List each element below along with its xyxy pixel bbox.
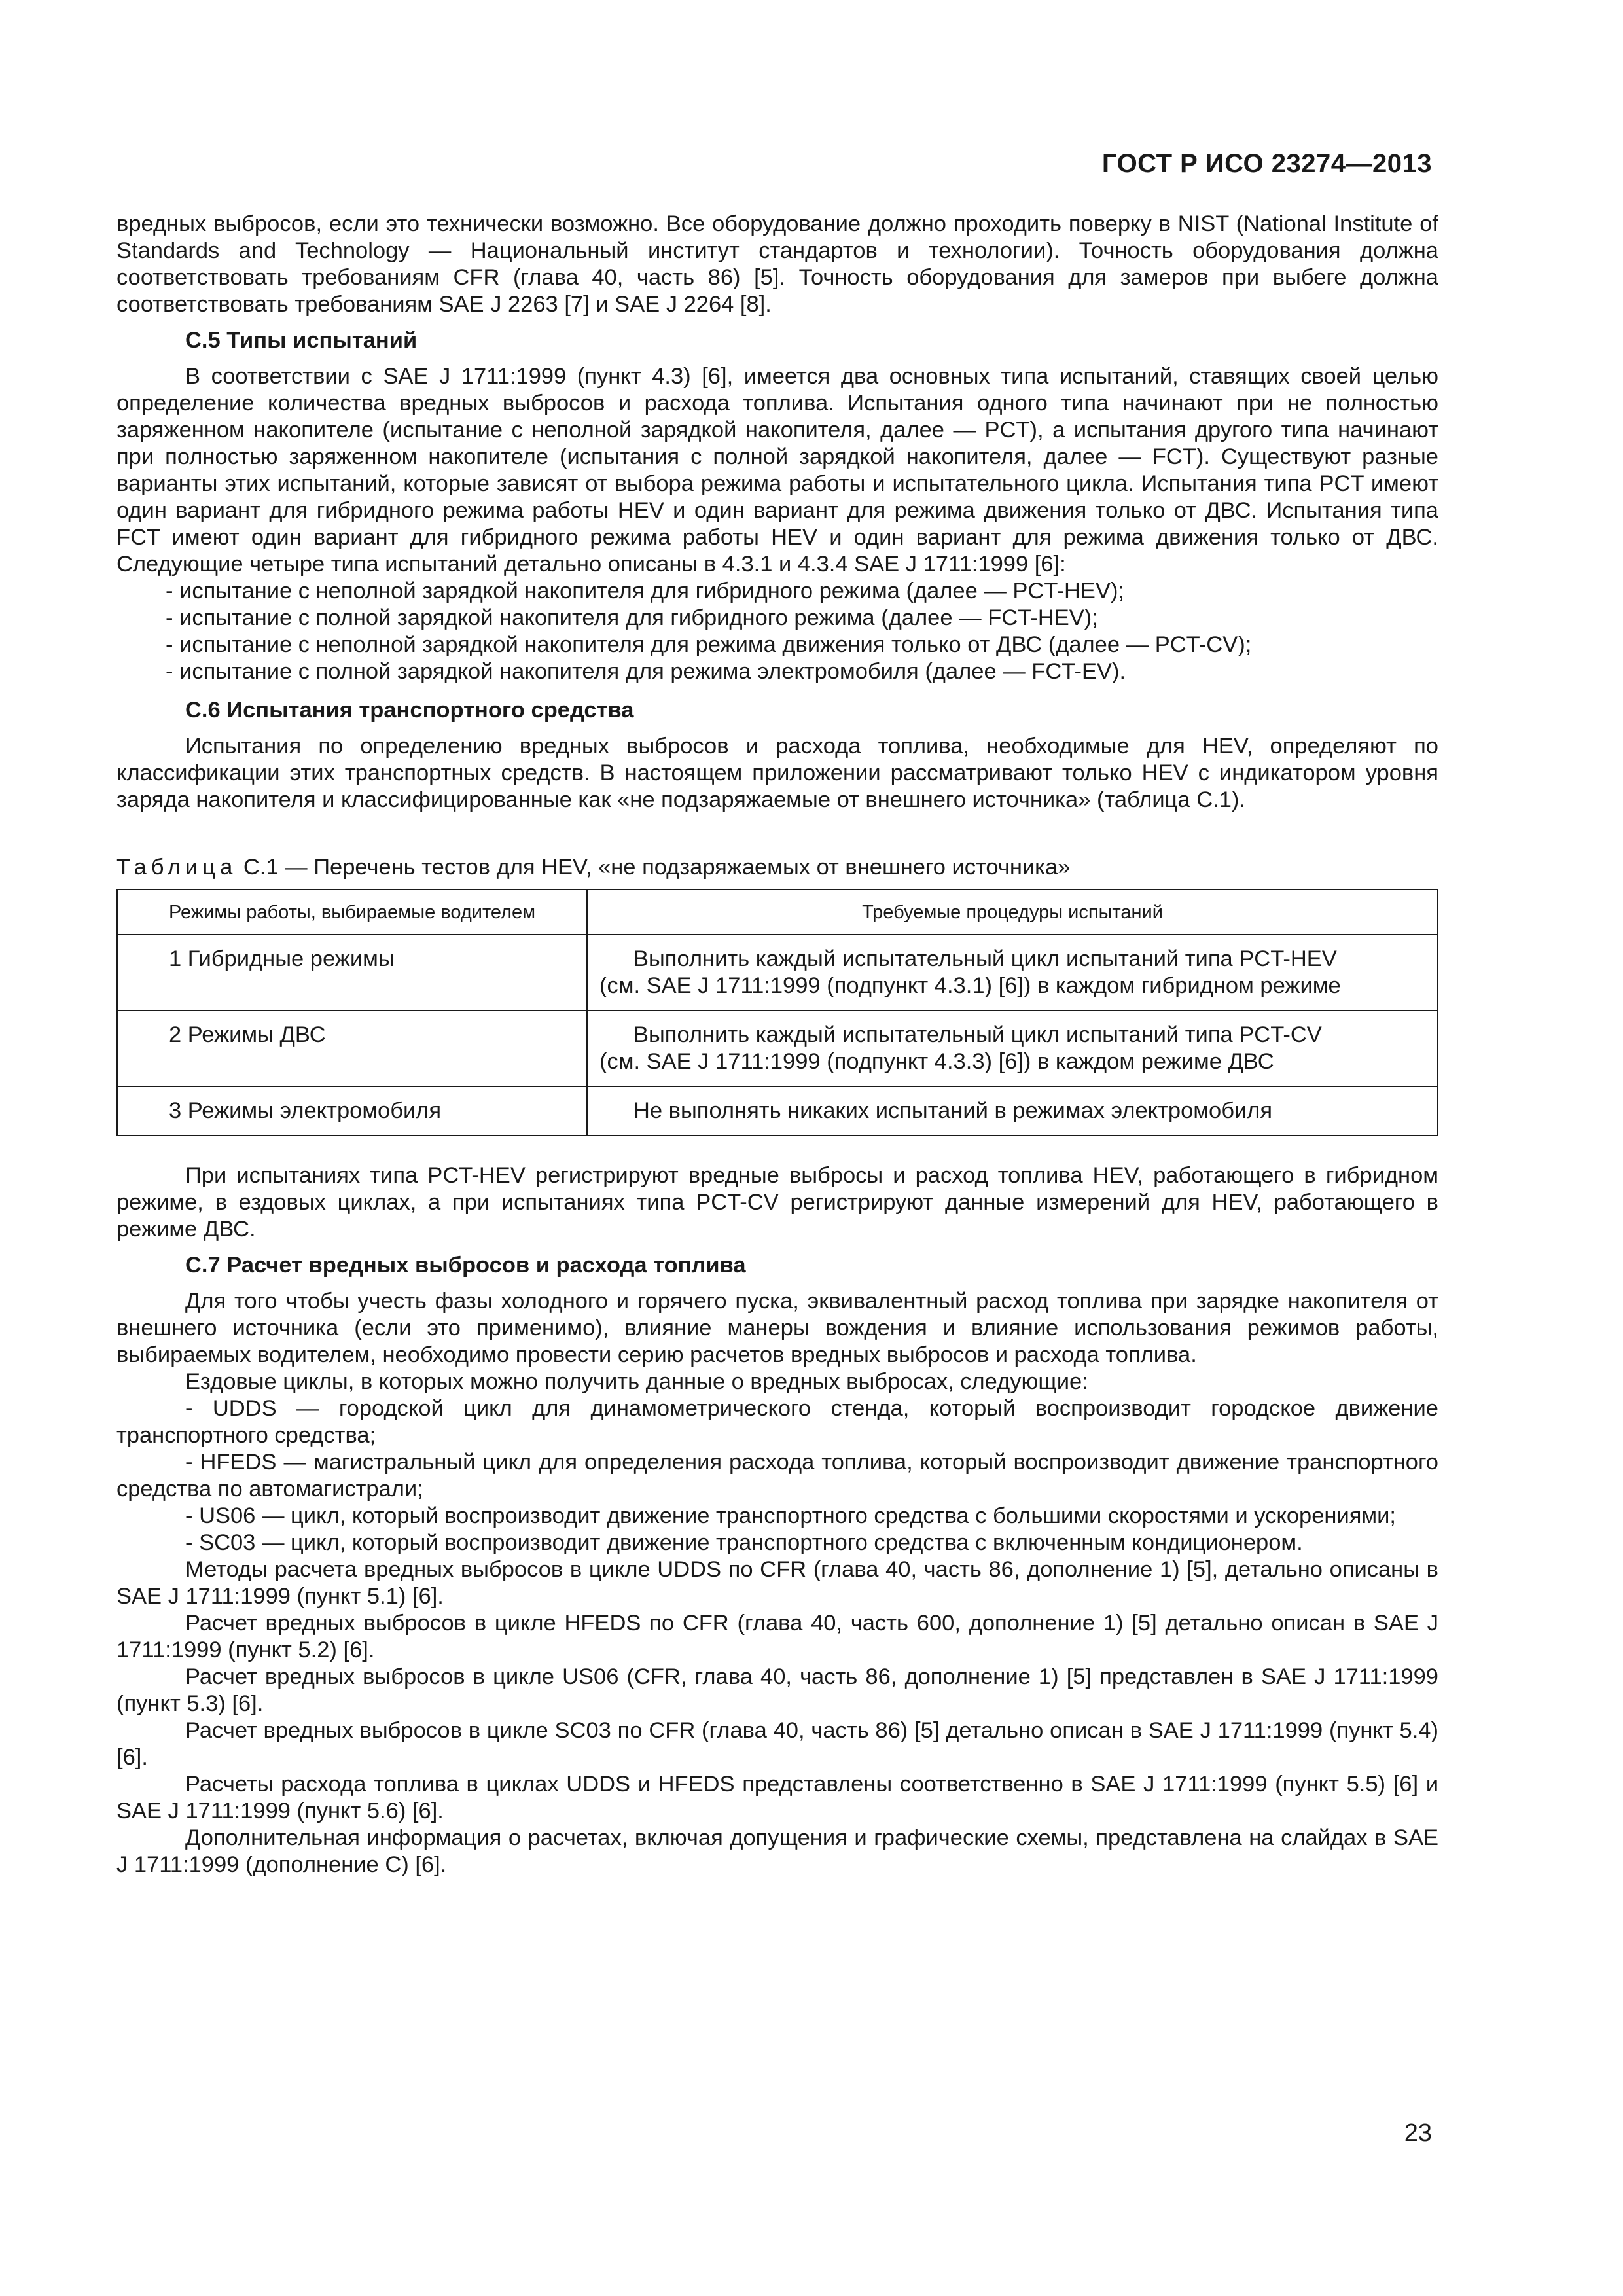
calc-paragraph: Расчет вредных выбросов в цикле HFEDS по CFR (глава 40, часть 600, дополнение 1) [5] детально описан в SAE J 1711:1999 (пункт 5.2) [6]. [116,1611,1438,1662]
table-cell-mode: 1 Гибридные режимы [117,935,587,1011]
table-caption-label: Таблица [116,855,238,880]
procedure-line: Выполнить каждый испытательный цикл испытаний типа PCT-CV [633,1022,1322,1047]
table-cell-mode: 3 Режимы электромобиля [117,1086,587,1136]
calc-paragraph: Расчет вредных выбросов в цикле US06 (CFR, глава 40, часть 86, дополнение 1) [5] представлен в SAE J 1711:1999 (пункт 5.3) [6]. [116,1664,1438,1716]
table-caption-text: С.1 — Перечень тестов для HEV, «не подзаряжаемых от внешнего источника» [243,855,1071,880]
test-types-list [116,578,1438,685]
list-item: - испытание с неполной зарядкой накопителя для режима движения только от ДВС (далее — PCT-CV); [116,632,1438,658]
table-cell-mode: 2 Режимы ДВС [117,1011,587,1086]
table-header-procedure: Требуемые процедуры испытаний [587,889,1438,935]
procedure-line: Выполнить каждый испытательный цикл испытаний типа PCT-HEV [633,946,1337,971]
intro-paragraph: вредных выбросов, если это технически возможно. Все оборудование должно проходить поверку в NIST (National Institute of Standards and Technology — Национальный институт стандартов и технологии). Точность оборудования должна соответствовать требованиям CFR (глава 40, часть 86) [5]. Точность оборудования для замеров при выбеге должна соответствовать требованиям SAE J 2263 [7] и SAE J 2264 [8]. [116,211,1438,317]
section-c6-paragraph: Испытания по определению вредных выбросов и расхода топлива, необходимые для HEV, определяют по классификации этих транспортных средств. В настоящем приложении рассматривают только HEV с индикатором уровня заряда накопителя и классифицированные как «не подзаряжаемые от внешнего источника» (таблица С.1). [116,734,1438,812]
list-item: - испытание с полной зарядкой накопителя для режима электромобиля (далее — FCT-EV). [116,658,1438,685]
after-table-paragraph: При испытаниях типа PCT-HEV регистрируют вредные выбросы и расход топлива HEV, работающего в гибридном режиме, в ездовых циклах, а при испытаниях типа PCT-CV регистрируют данные измерений для HEV, работающего в режиме ДВС. [116,1163,1438,1242]
procedure-line: Не выполнять никаких испытаний в режимах электромобиля [633,1098,1273,1123]
list-item: - испытание с неполной зарядкой накопителя для гибридного режима (далее — PCT-HEV); [116,578,1438,605]
section-c5-paragraph: В соответствии с SAE J 1711:1999 (пункт 4.3) [6], имеется два основных типа испытаний, ставящих своей целью определение количества вредных выбросов и расхода топлива. Испытания одного типа начинают при не полностью заряженном накопителе (испытание с неполной зарядкой накопителя, далее — PCT), а испытания другого типа начинают при полностью заряженном накопителе (испытания с полной зарядкой накопителя, далее — FCT). Существуют разные варианты этих испытаний, которые зависят от выбора режима работы и испытательного цикла. Испытания типа PCT имеют один вариант для гибридного режима работы HEV и один вариант для режима движения только от ДВС. Испытания типа FCT имеют один вариант для гибридного режима работы HEV и один вариант для режима движения только от ДВС. Следующие четыре типа испытаний детально описаны в 4.3.1 и 4.3.4 SAE J 1711:1999 [6]: [116,364,1438,577]
cycle-item: - HFEDS — магистральный цикл для определения расхода топлива, который воспроизводит движение транспортного средства по автомагистрали; [116,1450,1438,1501]
calc-paragraph: Дополнительная информация о расчетах, включая допущения и графические схемы, представлена на слайдах в SAE J 1711:1999 (дополнение С) [6]. [116,1825,1438,1877]
table-header-mode: Режимы работы, выбираемые водителем [117,889,587,935]
calc-paragraph: Расчет вредных выбросов в цикле SC03 по CFR (глава 40, часть 86) [5] детально описан в SAE J 1711:1999 (пункт 5.4) [6]. [116,1718,1438,1770]
table-header-row [117,889,1438,935]
calc-paragraph: Расчеты расхода топлива в циклах UDDS и HFEDS представлены соответственно в SAE J 1711:1999 (пункт 5.5) [6] и SAE J 1711:1999 (пункт 5.6) [6]. [116,1772,1438,1823]
table-cell-procedure [587,1011,1438,1086]
procedure-line: (см. SAE J 1711:1999 (подпункт 4.3.3) [6]) в каждом режиме ДВС [599,1049,1274,1074]
table-row [117,935,1438,1011]
cycle-item: - UDDS — городской цикл для динамометрического стенда, который воспроизводит городское движение транспортного средства; [116,1396,1438,1448]
calc-paragraph: Методы расчета вредных выбросов в цикле UDDS по CFR (глава 40, часть 86, дополнение 1) [5], детально описаны в SAE J 1711:1999 (пункт 5.1) [6]. [116,1557,1438,1609]
document-header: ГОСТ Р ИСО 23274—2013 [1101,149,1432,178]
cycle-item: - SC03 — цикл, который воспроизводит движение транспортного средства с включенным кондиционером. [185,1530,1303,1555]
cycle-item: - US06 — цикл, который воспроизводит движение транспортного средства с большими скоростями и ускорениями; [185,1503,1397,1528]
hev-tests-table [116,889,1438,1136]
section-c5-heading: С.5 Типы испытаний [185,328,418,353]
table-cell-procedure [587,935,1438,1011]
table-caption [116,854,1438,881]
page-number: 23 [1404,2119,1432,2147]
page-body [116,211,1438,1878]
section-c7-paragraph: Для того чтобы учесть фазы холодного и горячего пуска, эквивалентный расход топлива при зарядке накопителя от внешнего источника (если это применимо), влияние манеры вождения и влияние использования режимов работы, выбираемых водителем, необходимо провести серию расчетов вредных выбросов и расхода топлива. [116,1289,1438,1367]
list-item: - испытание с полной зарядкой накопителя для гибридного режима (далее — FCT-HEV); [116,605,1438,632]
table-row [117,1086,1438,1136]
table-cell-procedure [587,1086,1438,1136]
section-c7-cycles-intro: Ездовые циклы, в которых можно получить данные о вредных выбросах, следующие: [185,1369,1088,1394]
section-c7-heading: С.7 Расчет вредных выбросов и расхода топлива [185,1253,746,1278]
table-row [117,1011,1438,1086]
procedure-line: (см. SAE J 1711:1999 (подпункт 4.3.1) [6]) в каждом гибридном режиме [599,973,1341,998]
section-c6-heading: С.6 Испытания транспортного средства [185,698,634,723]
